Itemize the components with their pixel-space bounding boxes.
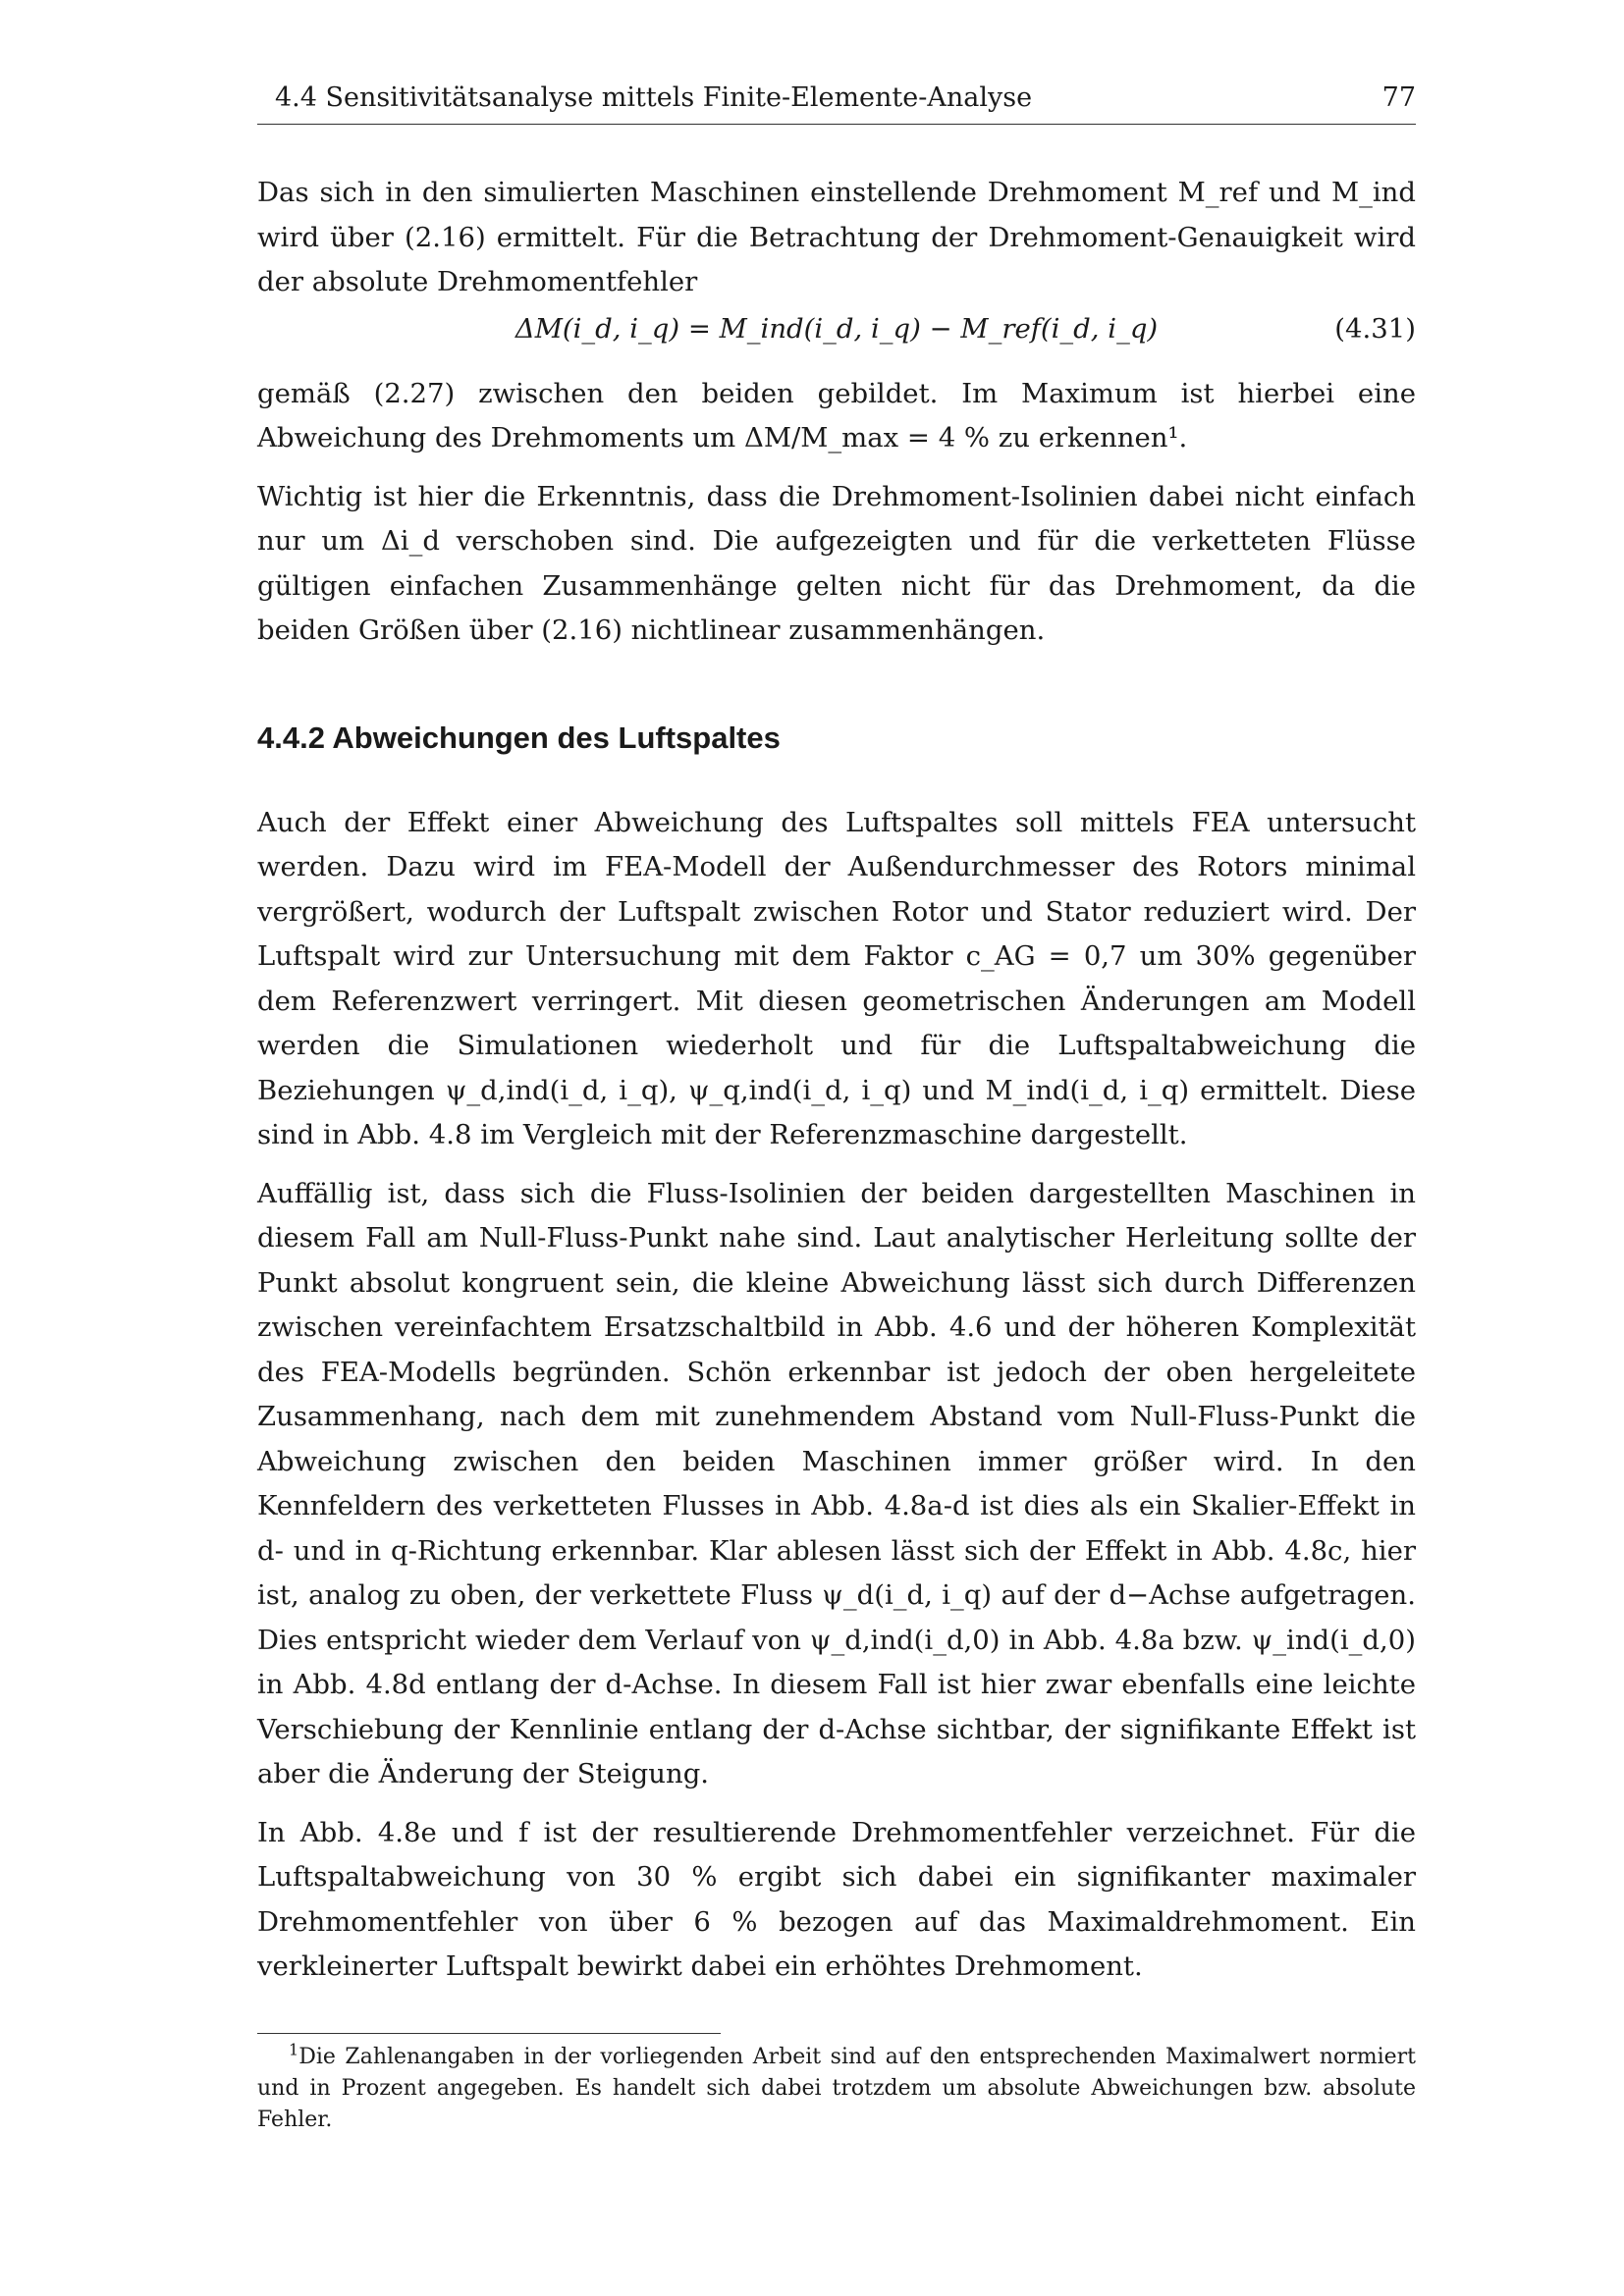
header-title: 4.4 Sensitivitätsanalyse mittels Finite-Elemente-Analyse — [275, 82, 1033, 113]
paragraph-4: Auch der Effekt einer Abweichung des Luftspaltes soll mittels FEA untersucht werden. Dazu wird im FEA-Modell der Außendurchmesser des Rotors minimal vergrößert, wodurch der Luftspalt zwischen Rotor und Stator reduziert wird. Der Luftspalt wird zur Untersuchung mit dem Faktor c_AG = 0,7 um 30% gegenüber dem Referenzwert verringert. Mit diesen geometrischen Änderungen am Modell werden die Simulationen wiederholt und für die Luftspaltabweichung die Beziehungen ψ_d,ind(i_d, i_q), ψ_q,ind(i_d, i_q) und M_ind(i_d, i_q) ermittelt. Diese sind in Abb. 4.8 im Vergleich mit der Referenzmaschine dargestellt. — [257, 806, 1416, 1150]
equation-number: (4.31) — [1334, 312, 1416, 345]
footnote-mark: 1 — [289, 2040, 299, 2059]
equation: ΔM(i_d, i_q) = M_ind(i_d, i_q) − M_ref(i_d, i_q) — [514, 312, 1159, 345]
page-number: 77 — [1381, 82, 1416, 113]
paragraph-3: Wichtig ist hier die Erkenntnis, dass die Drehmoment-Isolinien dabei nicht einfach nur um Δi_d verschoben sind. Die aufgezeigten und für die verketteten Flüsse gültigen einfachen Zusammenhänge gelten nicht für das Drehmoment, da die beiden Größen über (2.16) nichtlinear zusammenhängen. — [257, 480, 1416, 646]
section-heading: 4.4.2 Abweichungen des Luftspaltes — [257, 720, 781, 755]
equation-block — [257, 307, 1416, 352]
paragraph-6: In Abb. 4.8e und f ist der resultierende Drehmomentfehler verzeichnet. Für die Luftspaltabweichung von 30 % ergibt sich dabei ein signifikanter maximaler Drehmomentfehler von über 6 % bezogen auf das Maximaldrehmoment. Ein verkleinerter Luftspalt bewirkt dabei ein erhöhtes Drehmoment. — [257, 1816, 1416, 1982]
footnote — [257, 2042, 1416, 2136]
paragraph-2: gemäß (2.27) zwischen den beiden gebildet. Im Maximum ist hierbei eine Abweichung des Drehmoments um ΔM/M_max = 4 % zu erkennen¹. — [257, 377, 1416, 454]
footnote-text: Die Zahlenangaben in der vorliegenden Arbeit sind auf den entsprechenden Maximalwert normiert und in Prozent angegeben. Es handelt sich dabei trotzdem um absolute Abweichungen bzw. absolute Fehler. — [257, 2045, 1416, 2132]
paragraph-5: Auffällig ist, dass sich die Fluss-Isolinien der beiden dargestellten Maschinen in diesem Fall am Null-Fluss-Punkt nahe sind. Laut analytischer Herleitung sollte der Punkt absolut kongruent sein, die kleine Abweichung lässt sich durch Differenzen zwischen vereinfachtem Ersatzschaltbild in Abb. 4.6 und der höheren Komplexität des FEA-Modells begründen. Schön erkennbar ist jedoch der oben hergeleitete Zusammenhang, nach dem mit zunehmendem Abstand vom Null-Fluss-Punkt die Abweichung zwischen den beiden Maschinen immer größer wird. In den Kennfeldern des verketteten Flusses in Abb. 4.8a-d ist dies als ein Skalier-Effekt in d- und in q-Richtung erkennbar. Klar ablesen lässt sich der Effekt in Abb. 4.8c, hier ist, analog zu oben, der verkettete Fluss ψ_d(i_d, i_q) auf der d−Achse aufgetragen. Dies entspricht wieder dem Verlauf von ψ_d,ind(i_d,0) in Abb. 4.8a bzw. ψ_ind(i_d,0) in Abb. 4.8d entlang der d-Achse. In diesem Fall ist hier zwar ebenfalls eine leichte Verschiebung der Kennlinie entlang der d-Achse sichtbar, der signifikante Effekt ist aber die Änderung der Steigung. — [257, 1177, 1416, 1789]
paragraph-1: Das sich in den simulierten Maschinen einstellende Drehmoment M_ref und M_ind wird über (2.16) ermittelt. Für die Betrachtung der Drehmoment-Genauigkeit wird der absolute Drehmomentfehler — [257, 177, 1416, 297]
running-header — [257, 82, 1416, 125]
footnote-divider — [257, 2033, 721, 2034]
page-body — [257, 171, 1416, 1990]
